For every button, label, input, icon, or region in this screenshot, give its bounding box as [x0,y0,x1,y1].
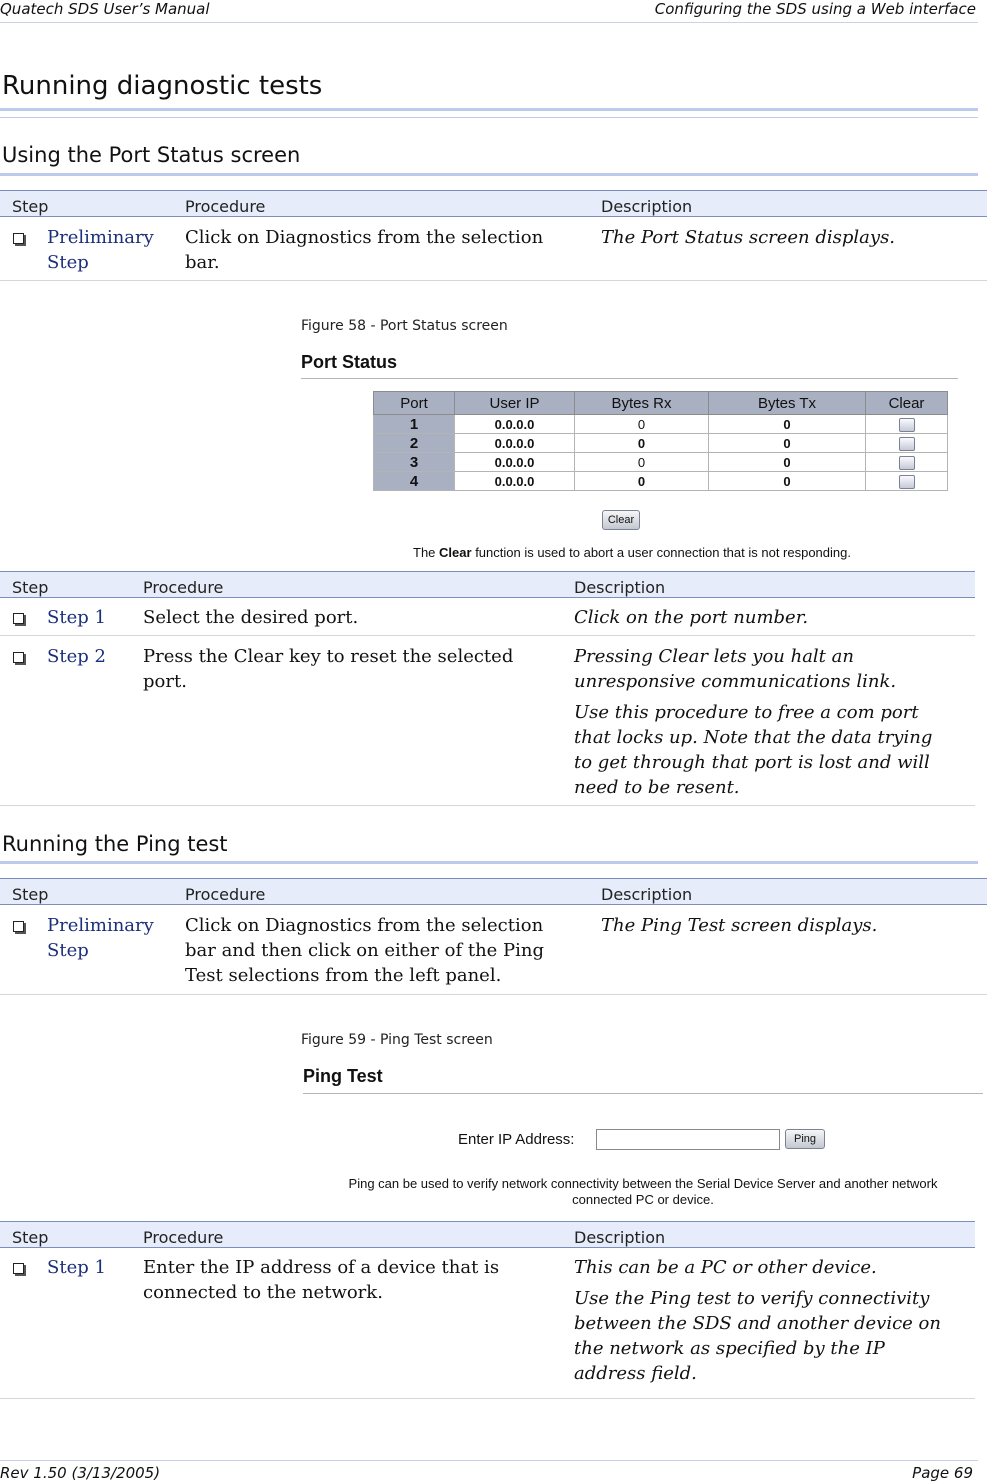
checkbox-icon [13,921,24,932]
table-row [374,453,948,472]
ip-address-label: Enter IP Address: [458,1131,575,1148]
row-divider [0,280,987,281]
procedure-text: Enter the IP address of a device that is connected to the network. [143,1257,500,1303]
description-text: Click on the port number. [574,607,809,628]
port-status-table [373,391,948,491]
col-description: Description [574,578,666,597]
bytes-tx: 0 [709,472,866,491]
screen-rule [301,378,958,379]
th-bytes-tx: Bytes Tx [709,392,866,415]
col-description: Description [574,1228,666,1247]
clear-checkbox[interactable] [899,437,915,451]
figure-caption: Figure 58 - Port Status screen [301,318,508,334]
figure-caption: Figure 59 - Ping Test screen [301,1032,493,1048]
procedure-text: Click on Diagnostics from the selection bar and then click on either of the Ping Test selections from the left panel. [185,915,545,986]
bytes-tx: 0 [709,453,866,472]
col-step: Step [12,885,49,904]
section-rule [0,173,978,176]
procedure-text: Press the Clear key to reset the selected port. [143,646,514,692]
clear-checkbox-cell [866,453,948,472]
ip-address-input[interactable] [596,1129,780,1150]
user-ip: 0.0.0.0 [455,472,575,491]
col-procedure: Procedure [143,1228,224,1247]
description-text: This can be a PC or other device. Use the Ping test to verify connectivity between the SDS and another device on the network as specified by the IP address field. [574,1257,941,1384]
procedure-text: Select the desired port. [143,607,359,628]
description-text: The Ping Test screen displays. [601,915,878,936]
th-clear: Clear [866,392,948,415]
user-ip: 0.0.0.0 [455,434,575,453]
table-header [0,190,987,217]
table-header [0,1221,975,1248]
port-status-title: Port Status [301,352,398,372]
footer-rule [0,1460,978,1461]
clear-checkbox[interactable] [899,456,915,470]
checkbox-icon [13,613,24,624]
col-procedure: Procedure [143,578,224,597]
screen-rule [303,1093,983,1094]
col-step: Step [12,578,49,597]
bytes-tx: 0 [709,415,866,434]
section-heading-ping-test: Running the Ping test [2,832,228,856]
row-divider [0,1398,975,1399]
user-ip: 0.0.0.0 [455,415,575,434]
col-description: Description [601,885,693,904]
title-rule-thin [0,117,978,118]
section-rule [0,861,978,864]
page-title: Running diagnostic tests [2,71,323,101]
th-bytes-rx: Bytes Rx [575,392,709,415]
description-text: The Port Status screen displays. [601,227,896,248]
ping-note: Ping can be used to verify network connectivity between the Serial Device Server and another network connected PC or device. [348,1176,938,1207]
row-divider [0,805,975,806]
title-rule [0,108,978,111]
bytes-rx: 0 [575,434,709,453]
clear-checkbox-cell [866,434,948,453]
footer-revision: Rev 1.50 (3/13/2005) [0,1464,161,1482]
header-manual-title: Quatech SDS User’s Manual [0,0,210,18]
col-step: Step [12,197,49,216]
table-header [0,571,975,598]
section-heading-port-status: Using the Port Status screen [2,143,301,167]
clear-checkbox-cell [866,415,948,434]
th-port: Port [374,392,455,415]
table-row [374,434,948,453]
table-row [374,472,948,491]
col-procedure: Procedure [185,197,266,216]
row-divider [0,994,987,995]
table-row [374,415,948,434]
bytes-rx: 0 [575,453,709,472]
row-divider [0,635,975,636]
port-number[interactable]: 4 [374,472,455,491]
procedure-text: Click on Diagnostics from the selection bar. [185,227,544,273]
clear-note: The Clear function is used to abort a user connection that is not responding. [413,545,851,560]
bytes-rx: 0 [575,472,709,491]
port-number[interactable]: 3 [374,453,455,472]
step-label: Step 1 [47,1257,106,1278]
clear-checkbox[interactable] [899,418,915,432]
col-procedure: Procedure [185,885,266,904]
checkbox-icon [13,233,24,244]
clear-checkbox-cell [866,472,948,491]
step-label: Step 1 [47,607,106,628]
clear-button[interactable]: Clear [602,510,640,530]
th-user-ip: User IP [455,392,575,415]
bytes-rx: 0 [575,415,709,434]
table-header [0,878,987,905]
description-text: Pressing Clear lets you halt an unresponsive communications link. Use this procedure to free a com port that locks up. Note that the data trying to get through that port is lost and will need to be resent. [574,646,933,798]
step-label: Step 2 [47,646,106,667]
col-step: Step [12,1228,49,1247]
ping-button[interactable]: Ping [785,1129,825,1149]
col-description: Description [601,197,693,216]
header-chapter-title: Configuring the SDS using a Web interface [654,0,976,18]
user-ip: 0.0.0.0 [455,453,575,472]
bytes-tx: 0 [709,434,866,453]
header-rule [0,22,978,23]
port-number[interactable]: 2 [374,434,455,453]
checkbox-icon [13,1263,24,1274]
step-label: Preliminary Step [47,915,154,961]
port-number[interactable]: 1 [374,415,455,434]
ping-test-title: Ping Test [303,1066,383,1086]
checkbox-icon [13,652,24,663]
clear-checkbox[interactable] [899,475,915,489]
footer-page-number: Page 69 [912,1464,973,1482]
step-label: Preliminary Step [47,227,154,273]
